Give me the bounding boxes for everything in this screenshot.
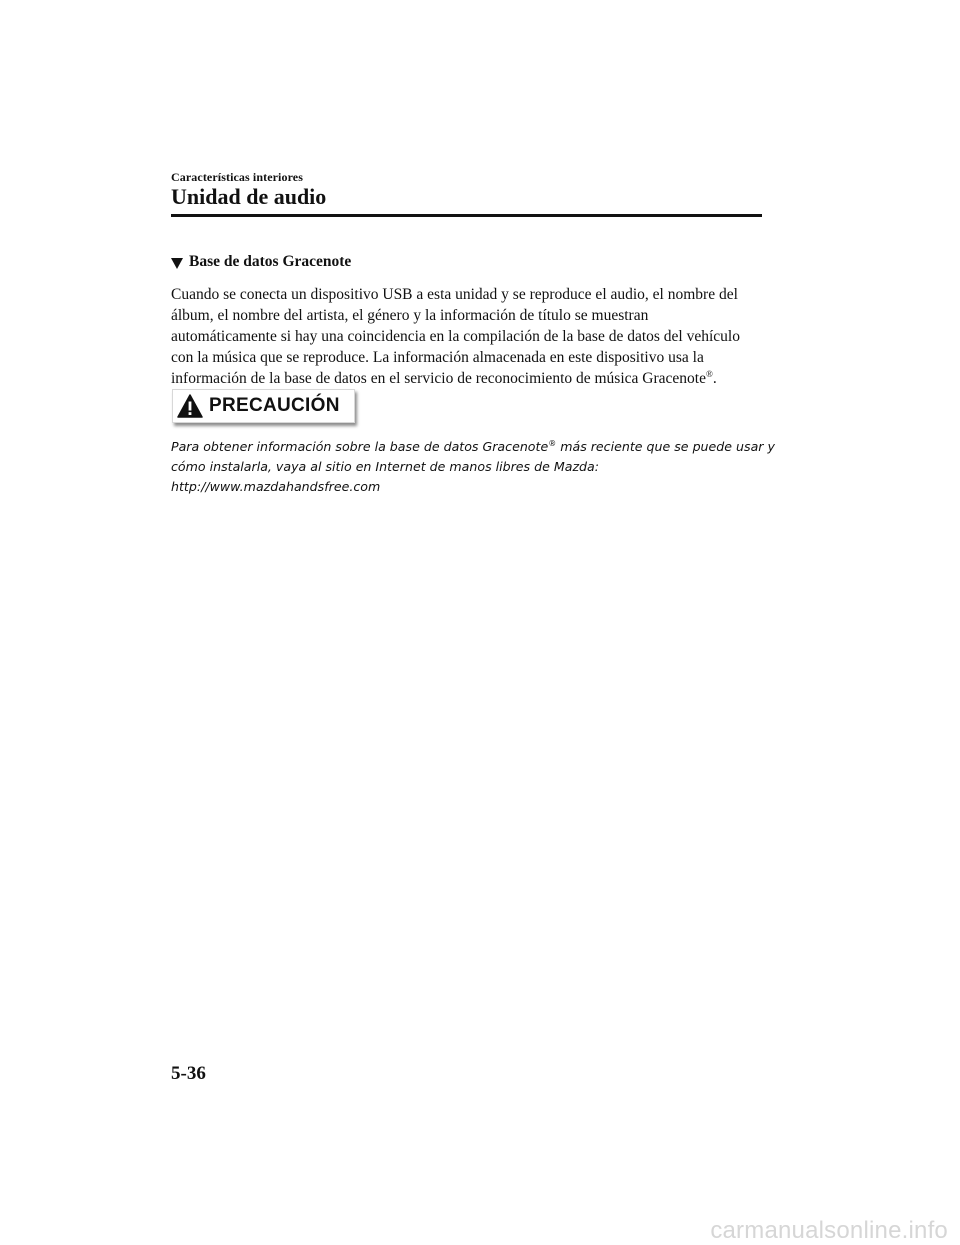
caution-line-text: más reciente que se puede usar y — [556, 439, 775, 454]
caution-line: cómo instalarla, vaya al sitio en Internet de manos libres de Mazda: — [171, 459, 600, 474]
body-line: con la música que se reproduce. La información almacenada en este dispositivo usa la — [171, 349, 704, 366]
body-line: Cuando se conecta un dispositivo USB a esta unidad y se reproduce el audio, el nombre del — [171, 286, 738, 303]
body-line: automáticamente si hay una coincidencia en la compilación de la base de datos del vehículo — [171, 328, 740, 345]
section-title: Unidad de audio — [171, 184, 327, 209]
header-rule — [171, 214, 762, 217]
body-line: álbum, el nombre del artista, el género y la información de título se muestran — [171, 307, 649, 324]
subsection-heading — [171, 253, 351, 271]
caution-line-text: Para obtener información sobre la base de datos Gracenote — [171, 439, 549, 454]
subsection-title: Base de datos Gracenote — [189, 253, 352, 270]
triangle-down-icon — [171, 258, 183, 269]
body-line-end: . — [712, 370, 717, 387]
registered-mark: ® — [705, 368, 713, 379]
page-number: 5-36 — [171, 1063, 206, 1084]
caution-label: PRECAUCIÓN — [209, 395, 340, 416]
caution-text — [171, 437, 781, 497]
caution-url: http://www.mazdahandsfree.com — [171, 479, 381, 494]
body-line-text: información de la base de datos en el servicio de reconocimiento de música Gracenote — [171, 370, 706, 387]
chapter-label: Características interiores — [171, 170, 303, 184]
registered-mark: ® — [548, 438, 557, 448]
caution-line — [171, 437, 781, 457]
body-paragraph — [171, 284, 771, 389]
caution-badge — [172, 389, 355, 423]
watermark: carmanualsonline.info — [710, 1217, 948, 1244]
body-line — [171, 368, 771, 389]
warning-triangle-icon — [177, 394, 203, 418]
